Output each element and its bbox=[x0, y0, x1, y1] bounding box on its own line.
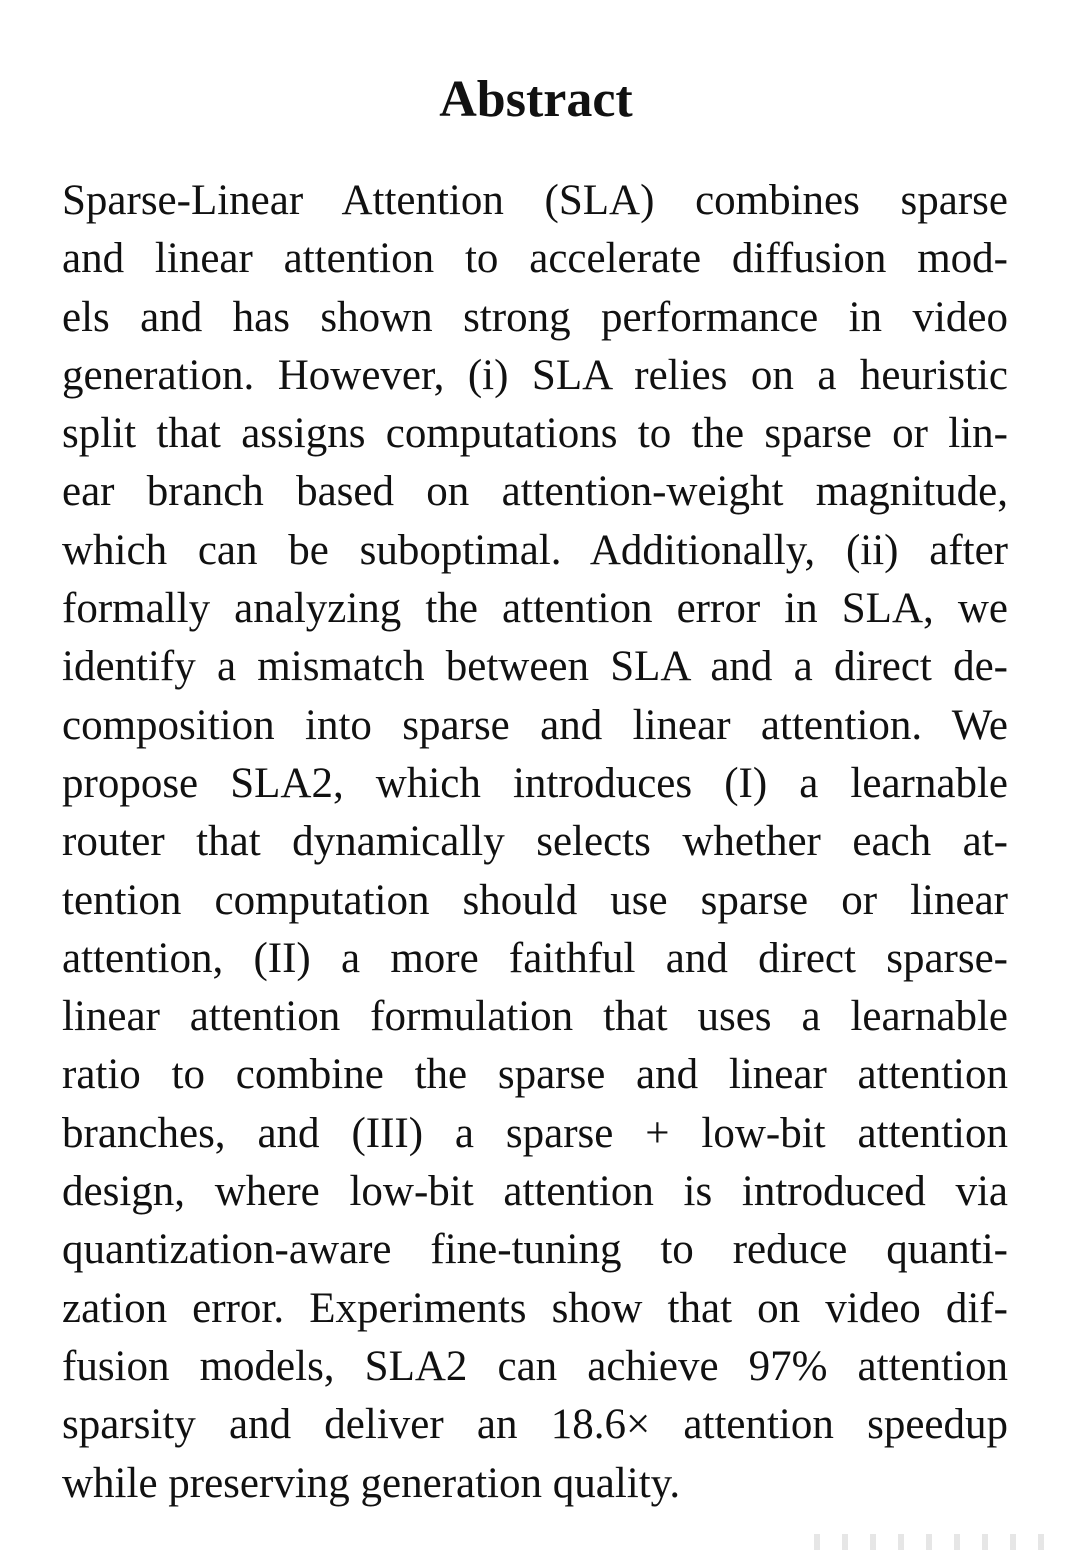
abstract-line: zation error. Experiments show that on video dif- bbox=[62, 1284, 1008, 1332]
abstract-line: sparsity and deliver an 18.6× attention speedup bbox=[62, 1401, 1008, 1449]
abstract-line: fusion models, SLA2 can achieve 97% attention bbox=[62, 1342, 1008, 1390]
abstract-line: linear attention formulation that uses a learnable bbox=[62, 993, 1008, 1041]
abstract-line: which can be suboptimal. Additionally, (ii) after bbox=[62, 526, 1008, 574]
watermark-mark bbox=[814, 1534, 1054, 1550]
abstract-line: attention, (II) a more faithful and direct sparse- bbox=[62, 934, 1008, 982]
abstract-line: composition into sparse and linear attention. We bbox=[62, 701, 1008, 749]
abstract-line: ratio to combine the sparse and linear attention bbox=[62, 1051, 1008, 1099]
abstract-line: design, where low-bit attention is introduced via bbox=[62, 1168, 1008, 1216]
abstract-line: router that dynamically selects whether each at- bbox=[62, 818, 1008, 866]
abstract-line: ear branch based on attention-weight magnitude, bbox=[62, 468, 1008, 516]
abstract-line: quantization-aware fine-tuning to reduce quanti- bbox=[62, 1226, 1008, 1274]
abstract-line: propose SLA2, which introduces (I) a learnable bbox=[62, 759, 1008, 807]
abstract-line: and linear attention to accelerate diffusion mod- bbox=[62, 235, 1008, 283]
abstract-line: tention computation should use sparse or linear bbox=[62, 876, 1008, 924]
abstract-heading: Abstract bbox=[439, 71, 633, 128]
abstract-line: els and has shown strong performance in video bbox=[62, 293, 1008, 341]
abstract-line: while preserving generation quality. bbox=[62, 1459, 681, 1507]
abstract-line: formally analyzing the attention error in SLA, we bbox=[62, 585, 1008, 633]
abstract-line: Sparse-Linear Attention (SLA) combines sparse bbox=[62, 177, 1008, 224]
abstract-line: generation. However, (i) SLA relies on a heuristic bbox=[62, 351, 1008, 399]
abstract-line: identify a mismatch between SLA and a direct de- bbox=[62, 643, 1008, 691]
abstract-line: split that assigns computations to the sparse or lin- bbox=[62, 410, 1008, 458]
abstract-body bbox=[62, 172, 1008, 1513]
abstract-line: branches, and (III) a sparse + low-bit attention bbox=[62, 1109, 1008, 1157]
